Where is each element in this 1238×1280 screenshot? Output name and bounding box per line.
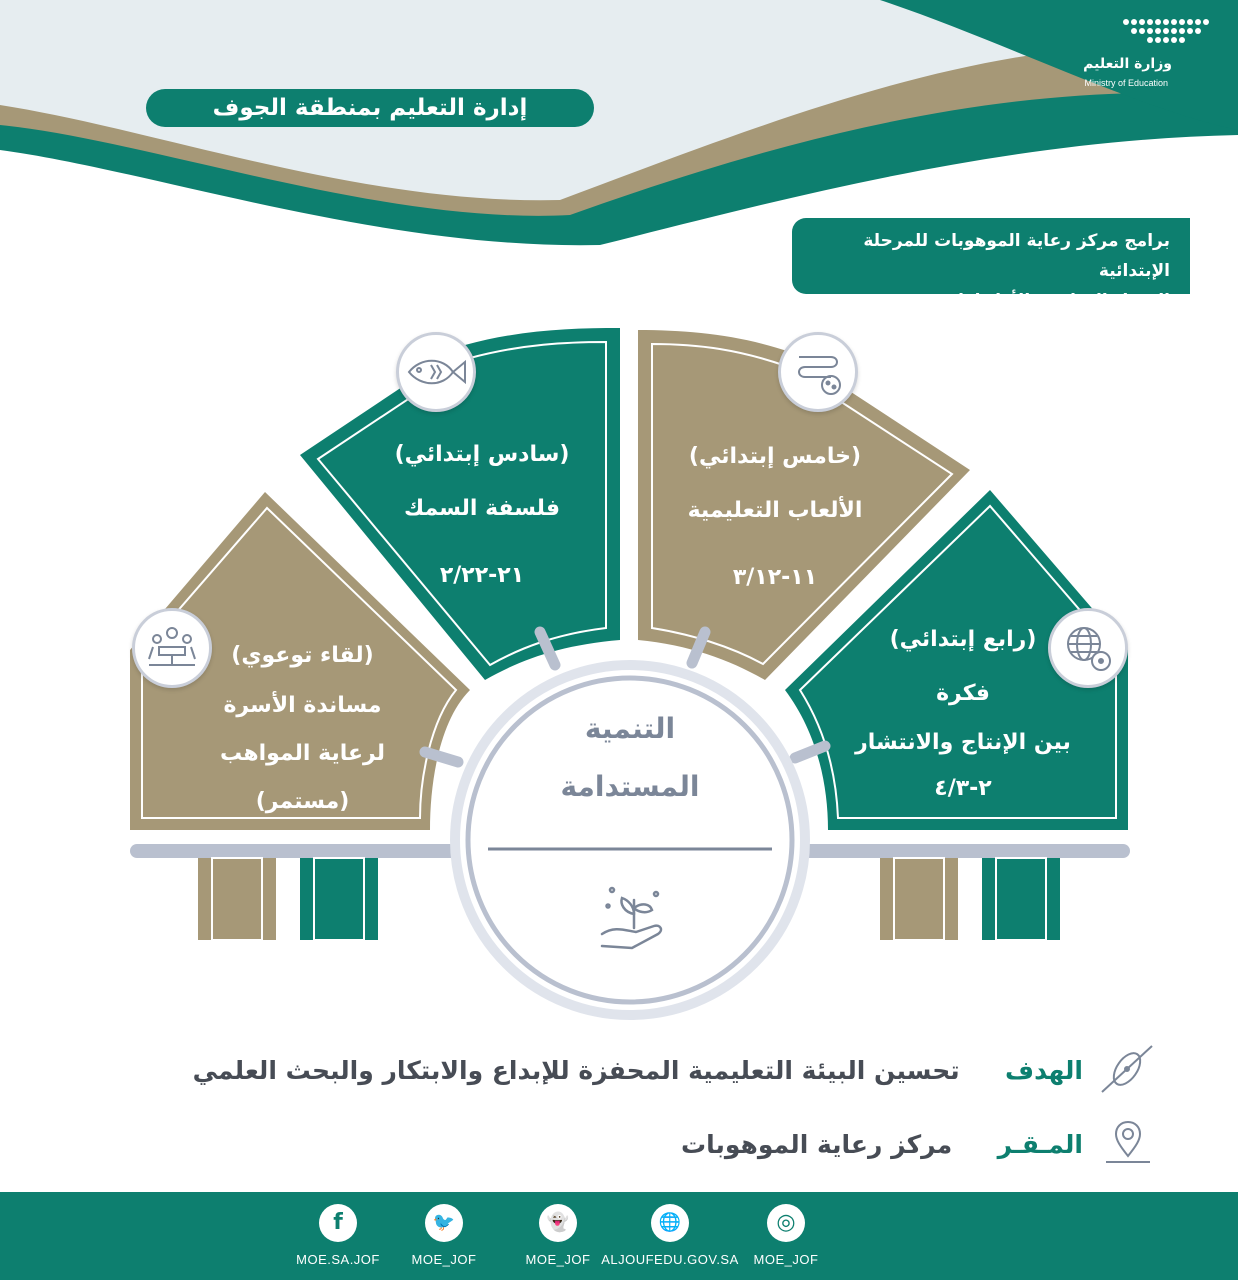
location-text: مركز رعاية الموهوبات xyxy=(680,1130,953,1159)
globe-nuclear-icon xyxy=(1048,608,1128,688)
web-globe-icon: 🌐 xyxy=(651,1204,689,1242)
logo-arabic-text: وزارة التعليم xyxy=(1083,56,1172,72)
subtitle-box xyxy=(792,218,1190,311)
goal-row xyxy=(193,1056,1083,1085)
segment-fish xyxy=(362,428,602,616)
logo-dots-icon xyxy=(1062,12,1212,54)
segment-idea-line2: بين الإنتاج والانتشار xyxy=(855,730,1071,755)
goal-text: تحسين البيئة التعليمية المحفزة للإبداع والابتكار والبحث العلمي xyxy=(192,1056,960,1085)
hub-line1: التنمية xyxy=(584,712,676,745)
segment-games-line2: ١١-٣/١٢ xyxy=(732,565,818,590)
segment-family-line1: مساندة الأسرة xyxy=(223,693,382,718)
snapchat-label: MOE_JOF xyxy=(525,1252,591,1267)
segment-family-line2: لرعاية المواهب xyxy=(220,741,385,766)
location-label: المـقـر xyxy=(997,1130,1083,1159)
footer-bar xyxy=(0,1192,1238,1280)
subtitle-line1: برامج مركز رعاية الموهوبات للمرحلة الإبتدائية xyxy=(863,231,1170,281)
twitter-icon: 🐦 xyxy=(425,1204,463,1242)
segment-games-line1: الألعاب التعليمية xyxy=(687,498,863,523)
website-label: ALJOUFEDU.GOV.SA xyxy=(601,1252,739,1267)
target-icon xyxy=(1098,1040,1156,1098)
segment-idea-line3: ٢-٤/٣ xyxy=(934,776,992,801)
segment-idea-grade: (رابع إبتدائي) xyxy=(889,627,1037,652)
segment-fish-line2: ٢١-٢/٢٢ xyxy=(439,563,525,588)
goal-label: الهدف xyxy=(1005,1056,1083,1085)
facebook-icon: f xyxy=(319,1204,357,1242)
segment-games-grade: (خامس إبتدائي) xyxy=(688,444,862,469)
segment-fish-grade: (سادس إبتدائي) xyxy=(394,442,570,467)
meeting-icon xyxy=(132,608,212,688)
game-board-icon xyxy=(778,332,858,412)
instagram-icon: ◎ xyxy=(767,1204,805,1242)
logo-english-text: Ministry of Education xyxy=(1084,78,1168,88)
instagram-label: MOE_JOF xyxy=(753,1252,819,1267)
subtitle-line2: الفصل الدراسي الأول لعام ١٤٤٥هـ xyxy=(880,291,1170,311)
segment-family-line3: (مستمر) xyxy=(255,789,350,814)
plant-hand-icon xyxy=(594,876,674,956)
location-row xyxy=(681,1130,1083,1159)
segment-family-grade: (لقاء توعوي) xyxy=(231,643,374,668)
segment-idea-line1: فكرة xyxy=(936,681,990,706)
page-title: إدارة التعليم بمنطقة الجوف xyxy=(146,89,594,127)
segment-games xyxy=(650,430,900,618)
twitter-link[interactable] xyxy=(384,1204,504,1267)
segment-family xyxy=(195,630,410,826)
hub-title xyxy=(500,700,760,816)
hub-line2: المستدامة xyxy=(560,770,700,803)
fish-icon xyxy=(396,332,476,412)
location-pin-icon xyxy=(1102,1116,1154,1168)
instagram-link[interactable] xyxy=(726,1204,846,1267)
snapchat-icon: 👻 xyxy=(539,1204,577,1242)
ministry-logo xyxy=(1062,12,1212,92)
facebook-link[interactable] xyxy=(278,1204,398,1267)
segment-fish-line1: فلسفة السمك xyxy=(403,496,561,521)
website-link[interactable] xyxy=(600,1204,740,1267)
twitter-label: MOE_JOF xyxy=(411,1252,477,1267)
facebook-label: MOE.SA.JOF xyxy=(296,1252,380,1267)
